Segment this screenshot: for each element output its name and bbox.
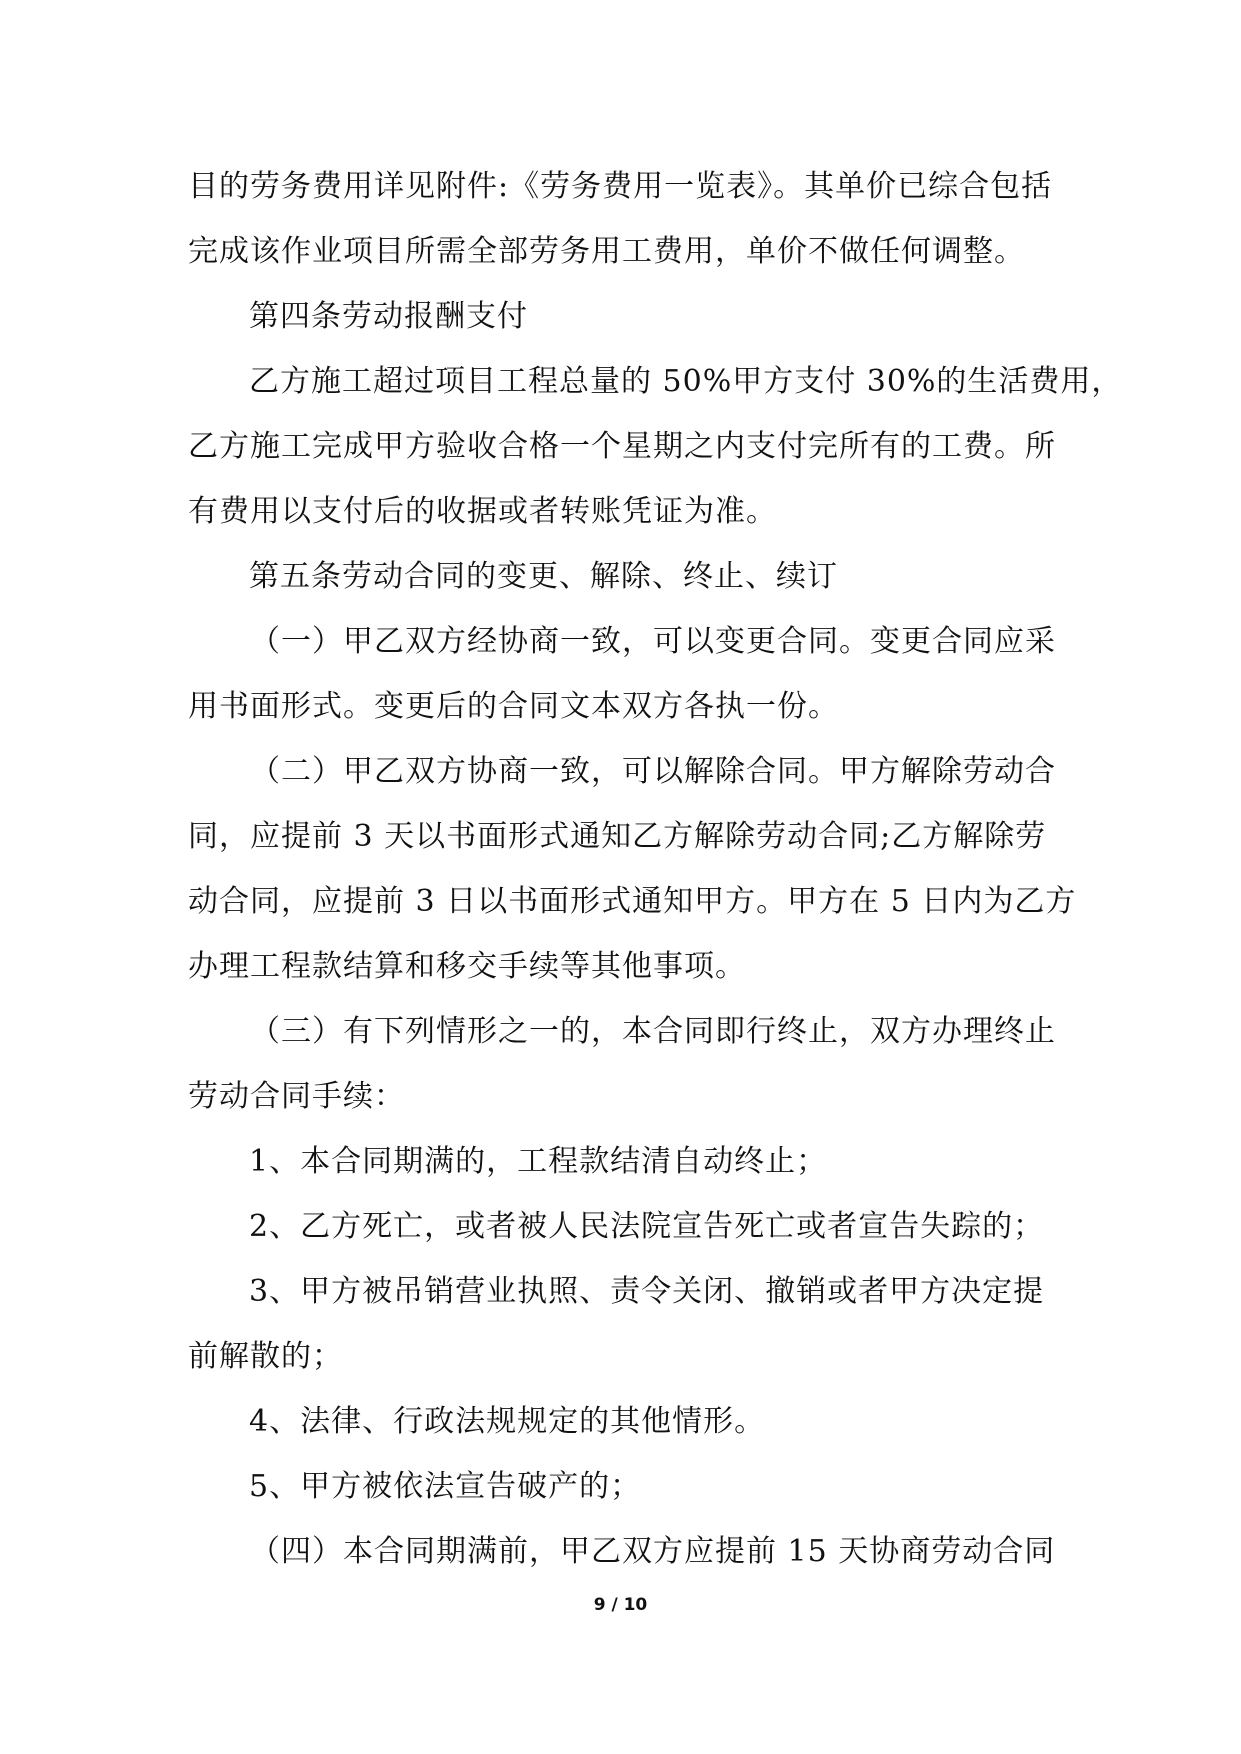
clause-4-line-1: （四）本合同期满前，甲乙双方应提前 15 天协商劳动合同 xyxy=(250,1534,1056,1569)
list-item-4: 4、法律、行政法规规定的其他情形。 xyxy=(249,1404,766,1439)
document-body xyxy=(188,154,1123,1584)
list-item-2: 2、乙方死亡，或者被人民法院宣告死亡或者宣告失踪的； xyxy=(249,1209,1045,1244)
section-heading-article-5: 第五条劳动合同的变更、解除、终止、续订 xyxy=(249,559,838,594)
text-line-1: 目的劳务费用详见附件:《劳务费用一览表》。其单价已综合包括 xyxy=(188,169,1053,204)
text-line-2: 完成该作业项目所需全部劳务用工费用，单价不做任何调整。 xyxy=(188,234,1025,269)
list-item-5: 5、甲方被依法宣告破产的； xyxy=(249,1469,642,1504)
text-line-5: 乙方施工完成甲方验收合格一个星期之内支付完所有的工费。所 xyxy=(188,429,1056,464)
clause-2-line-1: （二）甲乙双方协商一致，可以解除合同。甲方解除劳动合 xyxy=(250,754,1056,789)
clause-1-line-2: 用书面形式。变更后的合同文本双方各执一份。 xyxy=(188,689,839,724)
text-line-6: 有费用以支付后的收据或者转账凭证为准。 xyxy=(188,494,777,529)
section-heading-article-4: 第四条劳动报酬支付 xyxy=(249,299,528,334)
text-line-4: 乙方施工超过项目工程总量的 50%甲方支付 30%的生活费用， xyxy=(249,364,1123,399)
clause-2-line-3: 动合同，应提前 3 日以书面形式通知甲方。甲方在 5 日内为乙方 xyxy=(188,884,1077,919)
list-item-1: 1、本合同期满的，工程款结清自动终止； xyxy=(249,1144,828,1179)
list-item-3-line-1: 3、甲方被吊销营业执照、责令关闭、撤销或者甲方决定提 xyxy=(249,1274,1045,1309)
clause-1-line-1: （一）甲乙双方经协商一致，可以变更合同。变更合同应采 xyxy=(250,624,1056,659)
clause-3-line-2: 劳动合同手续： xyxy=(188,1079,405,1114)
clause-2-line-4: 办理工程款结算和移交手续等其他事项。 xyxy=(188,949,746,984)
clause-2-line-2: 同，应提前 3 天以书面形式通知乙方解除劳动合同;乙方解除劳 xyxy=(188,819,1047,854)
clause-3-line-1: （三）有下列情形之一的，本合同即行终止，双方办理终止 xyxy=(250,1014,1056,1049)
list-item-3-line-2: 前解散的； xyxy=(188,1339,343,1374)
page-number: 9 / 10 xyxy=(593,1595,648,1615)
